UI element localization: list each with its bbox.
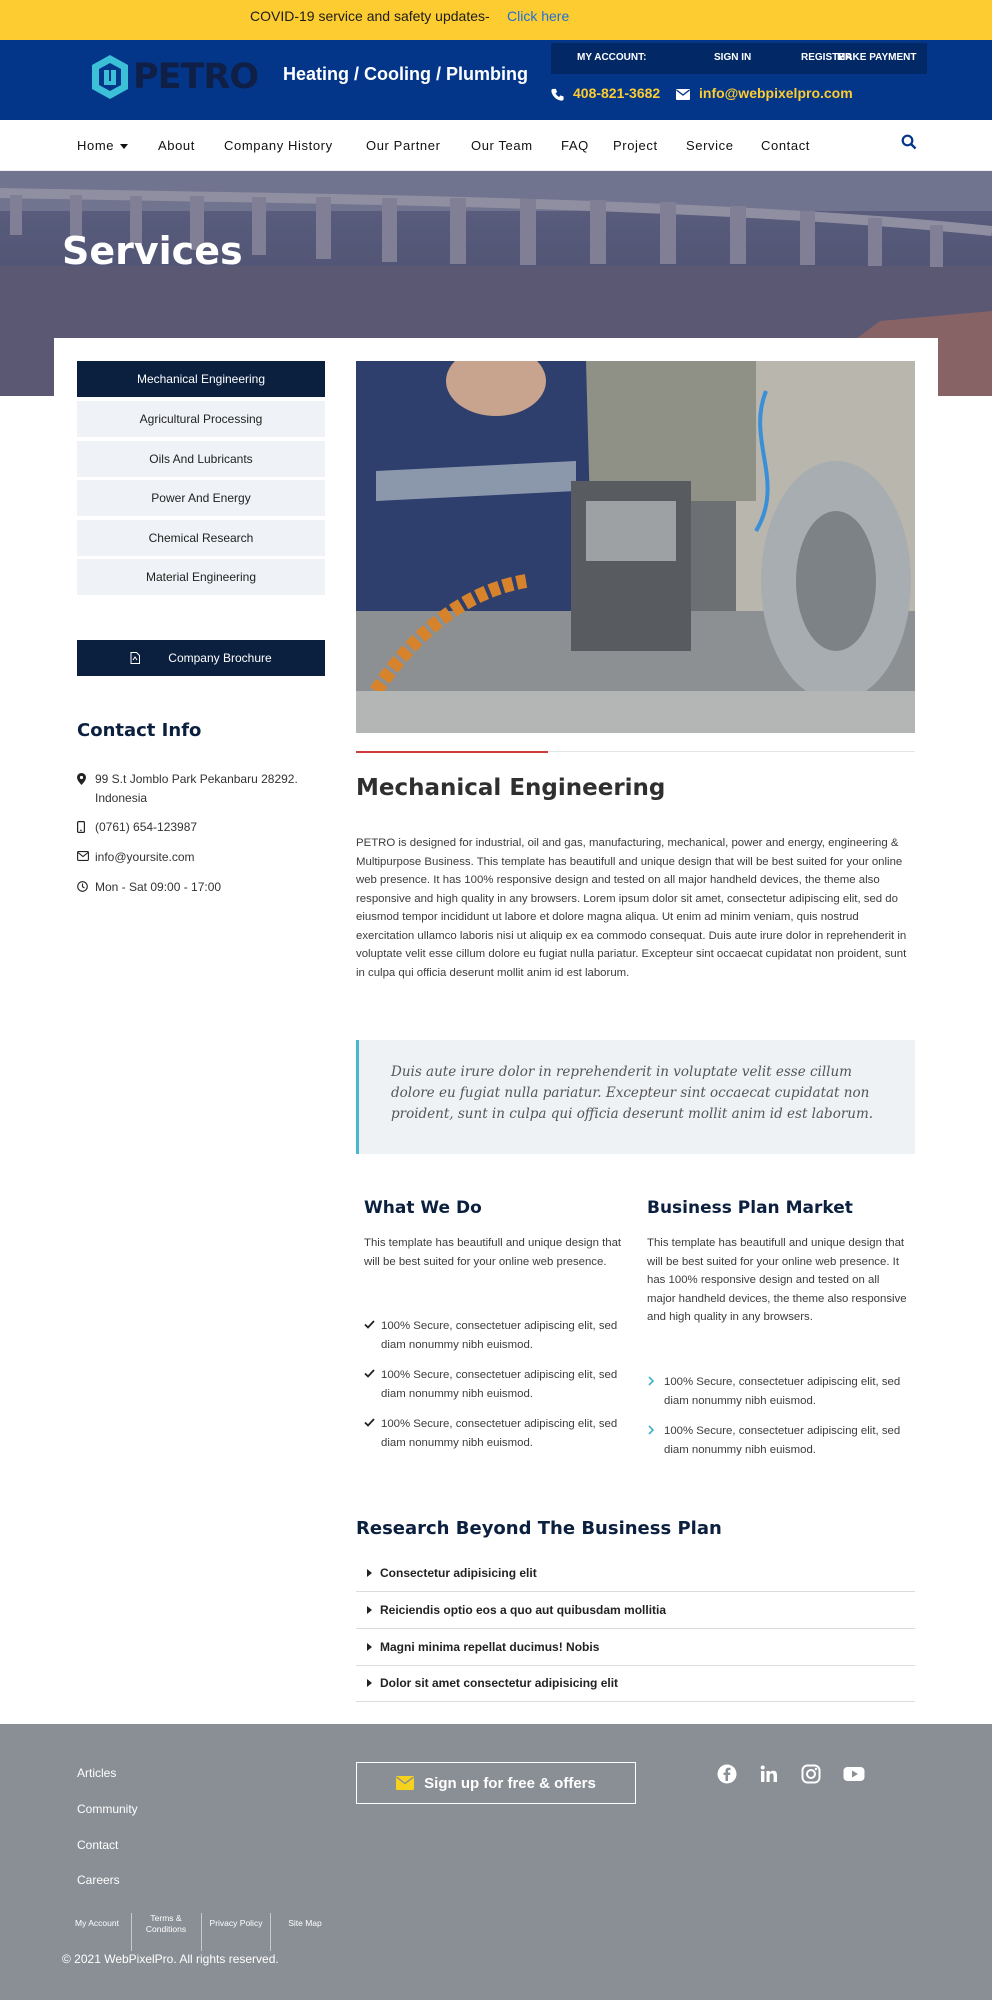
service-photo [356, 361, 915, 733]
sidebar-item-oils-and-lubricants[interactable]: Oils And Lubricants [77, 441, 325, 477]
contact-email[interactable] [77, 848, 317, 868]
signup-label: Sign up for free & offers [424, 1774, 596, 1792]
what-we-do-text: This template has beautifull and unique design that will be best suited for your online web presence. [364, 1237, 622, 1268]
nav-item-contact[interactable]: Contact [761, 138, 811, 153]
main-nav [0, 120, 992, 171]
contact-address [77, 770, 317, 810]
list-item-text: 100% Secure, consectetuer adipiscing elit, sed diam nonummy nibh euismod. [381, 1320, 618, 1351]
pdf-file-icon [130, 652, 140, 664]
caret-right-icon [367, 1569, 372, 1577]
footer-link-careers[interactable]: Careers [77, 1873, 120, 1887]
list-item [364, 1415, 626, 1453]
envelope-icon [676, 89, 690, 100]
header-phone-text: 408-821-3682 [573, 85, 661, 101]
accordion-item-label: Magni minima repellat ducimus! Nobis [380, 1640, 600, 1654]
contact-info-title: Contact Info [77, 720, 202, 741]
header-phone[interactable] [551, 85, 660, 101]
nav-label-home: Home [77, 138, 115, 153]
caret-right-icon [367, 1643, 372, 1651]
footer-separator [270, 1913, 271, 1951]
nav-item-home[interactable] [77, 138, 128, 153]
accordion-item-label: Dolor sit amet consectetur adipisicing elit [380, 1676, 619, 1690]
envelope-icon [396, 1776, 414, 1790]
footer-link-terms[interactable]: Terms & Conditions [145, 1913, 187, 1934]
title-accent-line [356, 751, 548, 753]
research-title: Research Beyond The Business Plan [356, 1518, 722, 1539]
company-brochure-label: Company Brochure [168, 651, 272, 665]
map-pin-icon [77, 773, 86, 785]
checkmark-icon [364, 1418, 375, 1427]
sidebar-item-chemical-research[interactable]: Chemical Research [77, 520, 325, 556]
footer-link-privacy-policy[interactable]: Privacy Policy [209, 1918, 263, 1928]
list-item-text: 100% Secure, consectetuer adipiscing elit, sed diam nonummy nibh euismod. [664, 1376, 901, 1407]
contact-phone [77, 818, 317, 838]
header-tagline: Heating / Cooling / Plumbing [283, 64, 528, 84]
list-item-text: 100% Secure, consectetuer adipiscing elit, sed diam nonummy nibh euismod. [381, 1369, 618, 1400]
contact-hours [77, 878, 317, 898]
site-header [0, 40, 992, 120]
contact-email-text: info@yoursite.com [95, 850, 195, 864]
service-title: Mechanical Engineering [356, 775, 666, 801]
mobile-phone-icon [77, 821, 85, 833]
contact-hours-text: Mon - Sat 09:00 - 17:00 [95, 880, 222, 894]
make-payment-link[interactable]: MAKE PAYMENT [837, 52, 917, 63]
accordion-item[interactable] [356, 1592, 915, 1629]
covid-banner [0, 0, 992, 40]
contact-phone-text: (0761) 654-123987 [95, 820, 198, 834]
title-divider [548, 751, 915, 752]
facebook-icon[interactable] [717, 1764, 737, 1784]
business-plan-title: Business Plan Market [647, 1198, 853, 1218]
list-item [647, 1373, 909, 1411]
clock-icon [77, 881, 88, 892]
footer-link-site-map[interactable]: Site Map [288, 1918, 322, 1928]
search-icon[interactable] [901, 134, 917, 150]
nav-item-company-history[interactable]: Company History [224, 138, 333, 153]
accordion-item-label: Consectetur adipisicing elit [380, 1566, 537, 1580]
phone-icon [551, 88, 564, 101]
footer-link-articles[interactable]: Articles [77, 1766, 117, 1780]
accordion-item[interactable] [356, 1555, 915, 1592]
page-title: Services [62, 229, 243, 273]
caret-right-icon [367, 1606, 372, 1614]
list-item [647, 1422, 909, 1460]
checkmark-icon [364, 1369, 375, 1378]
nav-item-service[interactable]: Service [686, 138, 734, 153]
footer-link-my-account[interactable]: My Account [75, 1918, 119, 1928]
register-link[interactable]: REGISTER [801, 52, 853, 63]
accordion-item-label: Reiciendis optio eos a quo aut quibusdam mollitia [380, 1603, 667, 1617]
list-item-text: 100% Secure, consectetuer adipiscing elit, sed diam nonummy nibh euismod. [664, 1425, 901, 1456]
youtube-icon[interactable] [843, 1764, 865, 1784]
linkedin-icon[interactable] [759, 1764, 779, 1784]
nav-item-our-team[interactable]: Our Team [471, 138, 533, 153]
envelope-icon [77, 851, 89, 861]
sidebar-item-agricultural-processing[interactable]: Agricultural Processing [77, 401, 325, 437]
site-logo[interactable] [88, 53, 259, 103]
my-account-label: MY ACCOUNT: [577, 52, 647, 63]
chevron-right-icon [647, 1376, 655, 1386]
what-we-do-title: What We Do [364, 1198, 482, 1218]
account-bar [551, 43, 927, 74]
footer-link-contact[interactable]: Contact [77, 1838, 119, 1852]
nav-item-faq[interactable]: FAQ [561, 138, 589, 153]
signup-button[interactable] [356, 1762, 636, 1804]
accordion-item[interactable] [356, 1629, 915, 1666]
nav-item-project[interactable]: Project [613, 138, 658, 153]
caret-right-icon [367, 1679, 372, 1687]
header-email-text: info@webpixelpro.com [699, 85, 853, 101]
nav-item-our-partner[interactable]: Our Partner [366, 138, 441, 153]
logo-text: PETRO [133, 57, 259, 97]
sidebar-item-mechanical-engineering[interactable]: Mechanical Engineering [77, 361, 325, 397]
logo-mark-icon [88, 53, 132, 101]
accordion-item[interactable] [356, 1665, 915, 1702]
company-brochure-button[interactable] [77, 640, 325, 676]
nav-item-about[interactable]: About [158, 138, 195, 153]
contact-address-text: 99 S.t Jomblo Park Pekanbaru 28292. Indonesia [95, 772, 298, 805]
blockquote-text: Duis aute irure dolor in reprehenderit in voluptate velit esse cillum dolore eu fugiat nulla pariatur. Excepteur sint occaecat cupidatat non proident, sunt in culpa qui officia deserunt mollit anim id est laborum. [391, 1064, 874, 1122]
chevron-down-icon [120, 144, 128, 149]
chevron-right-icon [647, 1425, 655, 1435]
list-item [364, 1366, 626, 1404]
covid-click-here-link[interactable]: Click here [507, 8, 570, 24]
instagram-icon[interactable] [801, 1764, 821, 1784]
sidebar-item-material-engineering[interactable]: Material Engineering [77, 559, 325, 595]
checkmark-icon [364, 1320, 375, 1329]
header-email[interactable] [676, 85, 853, 101]
business-plan-text: This template has beautifull and unique design that will be best suited for your online web presence. It has 100% responsive design and tested on all major handheld devices, the theme also responsive and high quality in any browsers. [647, 1237, 907, 1323]
sidebar-item-power-and-energy[interactable]: Power And Energy [77, 480, 325, 516]
lathe-machine-image [356, 361, 915, 733]
footer-separator [131, 1913, 132, 1951]
footer-link-community[interactable]: Community [77, 1802, 138, 1816]
footer-separator [201, 1913, 202, 1951]
sign-in-link[interactable]: SIGN IN [714, 52, 752, 63]
blockquote [356, 1040, 915, 1154]
copyright-text: © 2021 WebPixelPro. All rights reserved. [62, 1952, 279, 1966]
list-item-text: 100% Secure, consectetuer adipiscing elit, sed diam nonummy nibh euismod. [381, 1418, 618, 1449]
covid-message: COVID-19 service and safety updates- [250, 8, 490, 24]
list-item [364, 1317, 626, 1355]
service-description: PETRO is designed for industrial, oil and gas, manufacturing, mechanical, power and energy, engineering & Multipurpose Business. This template has beautifull and unique design that will be best suited for your online web presence. It has 100% responsive design and tested on all major handheld devices, the theme also responsive and high quality in any browsers. Lorem ipsum dolor sit amet, consectetur adipiscing elit, sed do eiusmod tempor incididunt ut labore et dolore magna aliqua. Ut enim ad minim veniam, quis nostrud exercitation ullamco laboris nisi ut aliquip ex ea commodo consequat. Duis aute irure dolor in reprehenderit in voluptate velit esse cillum dolore eu fugiat nulla pariatur. Excepteur sint occaecat cupidatat non proident, sunt in culpa qui officia deserunt mollit anim id est laborum. [356, 837, 907, 979]
